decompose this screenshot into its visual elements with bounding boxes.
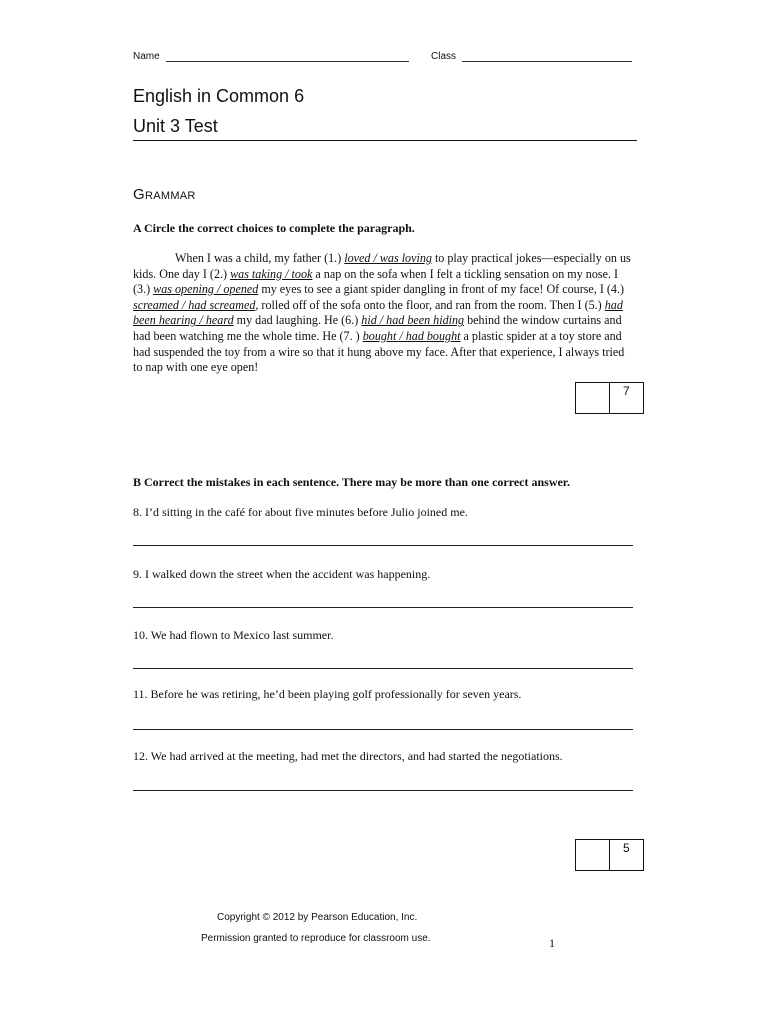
score-total-cell bbox=[609, 383, 643, 413]
class-label: Class bbox=[431, 51, 457, 62]
title-divider bbox=[133, 140, 637, 141]
answer-line-8[interactable] bbox=[133, 545, 633, 546]
name-field[interactable] bbox=[166, 61, 409, 62]
paragraph-text: , rolled off of the sofa onto the floor, and ran from the room. Then I (5.) bbox=[255, 297, 605, 312]
part-a-score-total: 7 bbox=[623, 384, 630, 398]
part-b-score-total: 5 bbox=[623, 841, 630, 855]
question-11: 11. Before he was retiring, he’d been playing golf professionally for seven years. bbox=[133, 687, 522, 701]
answer-choice-1[interactable]: loved / was loving bbox=[344, 251, 432, 265]
section-heading-rest: RAMMAR bbox=[144, 190, 196, 202]
question-9: 9. I walked down the street when the accident was happening. bbox=[133, 567, 431, 581]
part-a-paragraph bbox=[133, 251, 635, 376]
part-a-instruction: A Circle the correct choices to complete the paragraph. bbox=[133, 221, 415, 235]
answer-line-12[interactable] bbox=[133, 790, 633, 791]
section-heading bbox=[133, 186, 196, 203]
answer-choice-5[interactable]: had been hearing / heard bbox=[133, 297, 623, 328]
question-8: 8. I’d sitting in the café for about five minutes before Julio joined me. bbox=[133, 505, 468, 519]
answer-choice-4[interactable]: screamed / had screamed bbox=[133, 297, 256, 312]
score-entry-cell[interactable] bbox=[576, 840, 609, 870]
permission-notice: Permission granted to reproduce for classroom use. bbox=[201, 933, 431, 944]
paragraph-text: my dad laughing. He (6.) bbox=[233, 313, 362, 328]
answer-line-9[interactable] bbox=[133, 607, 633, 608]
answer-line-10[interactable] bbox=[133, 668, 633, 669]
paragraph-text: a nap on the sofa when I felt a tickling sensation on my nose. I (3.) bbox=[133, 266, 619, 297]
answer-choice-3[interactable]: was opening / opened bbox=[153, 282, 259, 297]
answer-choice-2[interactable]: was taking / took bbox=[230, 266, 313, 281]
score-total-cell bbox=[609, 840, 643, 870]
question-12: 12. We had arrived at the meeting, had met the directors, and had started the negotiations. bbox=[133, 749, 563, 763]
section-heading-initial: G bbox=[133, 186, 145, 203]
question-10: 10. We had flown to Mexico last summer. bbox=[133, 628, 334, 642]
paragraph-text: behind the window curtains and had been watching me the whole time. He (7. ) bbox=[133, 313, 622, 343]
paragraph-text: to play practical jokes—especially on us kids. One day I (2.) bbox=[133, 251, 631, 281]
paragraph-text: When I was a child, my father (1.) bbox=[175, 251, 345, 265]
answer-choice-6[interactable]: hid / had been hiding bbox=[361, 313, 465, 328]
part-a-score-box bbox=[575, 382, 644, 414]
score-entry-cell[interactable] bbox=[576, 383, 609, 413]
answer-choice-7[interactable]: bought / had bought bbox=[362, 328, 461, 343]
name-label: Name bbox=[133, 51, 160, 62]
paragraph-text: my eyes to see a giant spider dangling in front of my face! Of course, I (4.) bbox=[258, 282, 625, 297]
part-b-instruction: B Correct the mistakes in each sentence. There may be more than one correct answer. bbox=[133, 475, 571, 489]
copyright-notice: Copyright © 2012 by Pearson Education, Inc. bbox=[217, 912, 418, 923]
page-number: 1 bbox=[549, 936, 555, 950]
class-field[interactable] bbox=[462, 61, 632, 62]
paragraph-text: a plastic spider at a toy store and had suspended the toy from a wire so that it hung above my face. After that experience, I always tried to nap with one eye open! bbox=[133, 328, 625, 375]
test-title: Unit 3 Test bbox=[133, 116, 218, 136]
course-title: English in Common 6 bbox=[133, 86, 305, 106]
answer-line-11[interactable] bbox=[133, 729, 633, 730]
part-b-score-box bbox=[575, 839, 644, 871]
